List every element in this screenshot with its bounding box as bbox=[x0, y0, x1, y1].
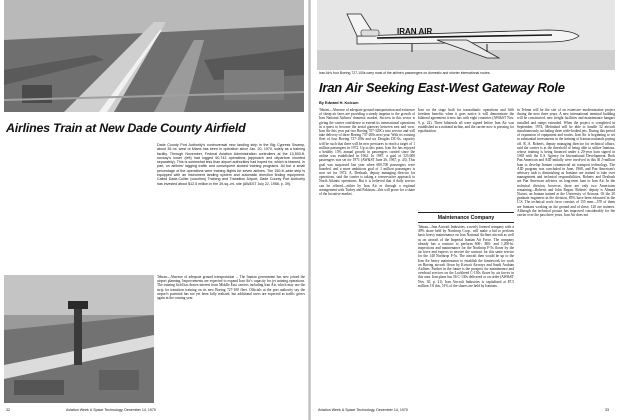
left-body-text: Tehran—Absence of adequate ground transportation ... The Iranian government has now joined the airport planning. Improvements are expected to expand Iran Air's capacity for jet training operations. The training field has drawn interest from Middle East carriers including Iran Air, which may use the strip for transition training on its new Boeing 727-100 fleet. Officials at the port authority say the airport's potential has not yet been fully realized, but additional users are expected as traffic grows again in the coming year. bbox=[157, 275, 305, 301]
right-headline: Iran Air Seeking East-West Gateway Role bbox=[319, 80, 565, 95]
right-page-number: 33 bbox=[605, 408, 609, 412]
sidebar-text: Tehran—Iran Aircraft Industries, a newly formed company with a 49% share held by Northrop Corp., will make a bid to perform basic heavy maintenance on Iran National Airlines aircraft as well as on aircraft of the Imperial Iranian Air Force. The company already has a contract to perform 600-, 800- and 1,200-hr. inspections and maintenance for the Northrop F-5s flown by the air force and expects to receive the contract for this same service for the 140 Northrop F-5s. The aircraft then would be up to the Iran Air heavy maintenance to establish the framework for work on Boeing aircraft flown by Kuwait Airways and Saudi Arabian Airlines. Further in the future is the prospect for maintenance and overhaul services on the Lockheed C-130s flown by air forces in this area. Iran plans has 56 C-130s delivered or on order (AW&ST Nov. 30, p. 21). Iran Aircraft Industries is capitalized at $7.5 million. Of this, 51% of the shares are held by Iranians. bbox=[418, 225, 514, 288]
sidebar-title: Maintenance Company bbox=[418, 213, 514, 223]
airfield-aerial-photo bbox=[4, 0, 304, 112]
left-headline: Airlines Train at New Dade County Airfield bbox=[6, 121, 246, 135]
left-caption: Dade County Port Authority's controversial new landing strip in the Big Cypress Swamp, about 35 mi. west of Miami has been in operation since Jan. 20, 1970, solely as a training facility. Through November, Federal Aviation Administration controllers at the 10,500-ft. runway's tower (left) had logged 60,743 operations (approach and departure counted separately). This is somewhat less than airport authorities had hoped for, which is blamed, in part, on airlines' lagging traffic and consequent slowed training programs. All but a small percentage of the operations were training flights for seven airlines. The 150-ft.-wide strip is equipped with an instrument landing system and automatic direction finding equipment. Called Dade-Collier (counties) Training and Transition Airport, Dade County Port Authority has invested about $12.5 million in the 39-sq.-mi. site (AW&ST July 22, 1968, p. 39). bbox=[157, 143, 305, 186]
control-tower-photo bbox=[4, 275, 154, 403]
left-page bbox=[0, 0, 309, 420]
aircraft-livery-text: IRAN AIR bbox=[397, 27, 433, 36]
boeing-727-photo bbox=[317, 0, 615, 70]
right-column-1: Tehran—Absence of adequate ground transportation and existence of cheap air fares are providing a steady impetus to the growth of Iran National Airlines' domestic market. Success in this sector is giving the carrier confidence to extend its international operations in a quest to become the aerial gateway between east and west. Iran Air this year put two Boeing 707-320Cs into service and will take delivery of three Boeing 737-200s next year. With its existing fleet of four Boeing 727-100s and six Douglas DC-6s, capacity will be such that there will be new pressures to reach a target of 1 million passengers in 1972. Up to this point, Iran Air has enjoyed a healthy 15% annual growth in passengers carried since the airline was established in 1962. In 1967, a goal of 525,000 passengers was set for 1971 (AW&ST June 26, 1967, p. 43). This goal was surpassed last year when 600,700 passengers were boarded, and a more ambitious goal of 1 million passengers is now set for 1972. A. Dezhush, deputy managing director for operations, said the carrier is taking a conservative approach to North Atlantic operations. But it is believed that if daily service can be offered—either by Iran Air or through a regional arrangement with Turkey and Pakistan—this will prove for a share of the lucrative market. bbox=[319, 108, 415, 197]
left-magazine-footer: Aviation Week & Space Technology, December 14, 1970 bbox=[66, 408, 156, 412]
right-magazine-footer: Aviation Week & Space Technology, December 14, 1970 bbox=[318, 408, 408, 412]
byline: By Edward H. Kolcum bbox=[319, 101, 359, 105]
right-column-3: in Tehran will be the site of an extensive modernization project during the next three years. A new international terminal building will be constructed, new freight facilities and maintenance hangars installed and ramps extended. When the project is completed in September, 1974, Mehrabad will be able to handle 32 aircraft simultaneously, including three wide-bodied jets. During this period of expansion of equipment and routes, Iran Air is beginning to set in substantial investments in the training of Iranian nationals paying off. R. A. Roberts, deputy managing director for technical affairs, said the carrier is at the threshold of being able to utilize Iranians, whose training is being financed under a 20-year loan signed in 1965 with the U.S. Agency for International Development. Both Pan American and AID initially were involved in this $1.5-million loan to develop Iranian commercial air transport technology. The AID program was concluded in June, 1968, and Pan American's advisory task is diminishing as Iranians are trained to take over management and technical responsibilities. Roberts and Dezhush are Pan American advisers on long-term loan to Iran Air. In the technical division, however, there are only two Americans remaining—Roberts and John Regan. Roberts' deputy is Ahmad Nozari, an Iranian trained at the University of Arizona. Of the 20 graduate engineers in the division, 85% have been educated in the U.S. The technical work force consists of 155 men—570 of them are Iranians working on the ground and of these, 120 are trainees. Although the technical picture has improved considerably for the carrier over the past three years, Iran Air does not bbox=[517, 108, 615, 218]
maintenance-sidebar bbox=[418, 212, 514, 408]
right-page bbox=[311, 0, 620, 420]
left-page-number: 32 bbox=[6, 408, 10, 412]
photo-caption: Iran Air's four Boeing 727-100s carry most of the airline's passengers on domestic and shorter international routes. bbox=[319, 71, 491, 75]
right-column-2: Iran on the stage both for transatlantic operations and fifth freedom benefits when it goes notice it will demonstrate the bilateral agreement it now has with eight countries (AW&ST Nov. 9, p. 22). Three bilaterals all were signed before Iran Air was established as a national airline, and the carrier now is pressing for equalization. bbox=[418, 108, 514, 134]
